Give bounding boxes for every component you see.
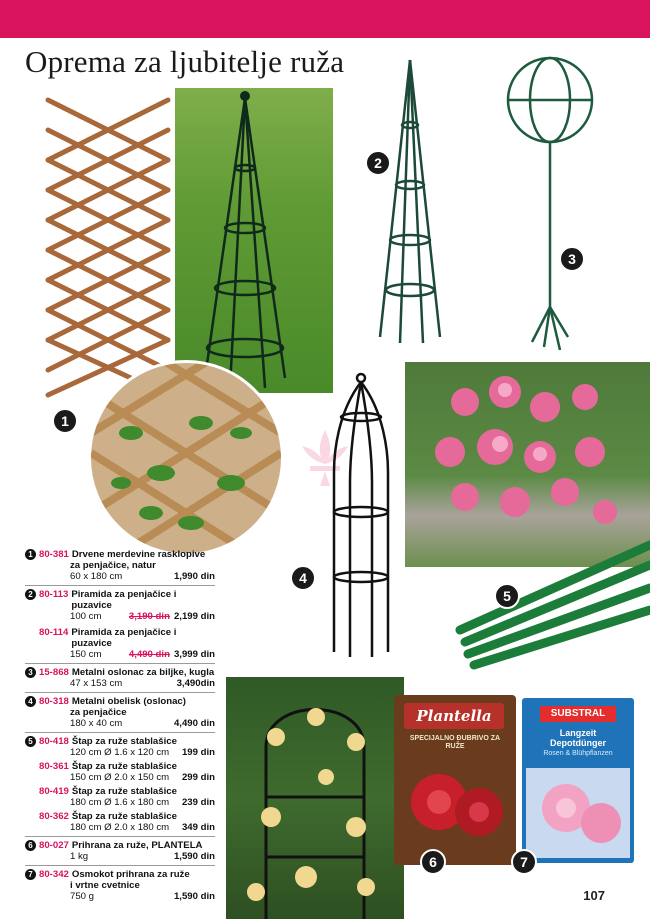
list-item bbox=[25, 786, 215, 808]
item-name: Metalni obelisk (oslonac) bbox=[71, 696, 186, 707]
item-name-continued: i vrtne cvetnice bbox=[70, 880, 140, 891]
item-code: 80-419 bbox=[39, 786, 69, 797]
item-old-price: 3,190 din bbox=[128, 611, 170, 622]
list-item bbox=[25, 736, 215, 758]
badge-7-icon: 7 bbox=[511, 849, 537, 875]
item-name: Piramida za penjačice i puzavice bbox=[71, 627, 177, 649]
trellis-vine-closeup bbox=[88, 360, 284, 556]
product-price-list bbox=[25, 549, 215, 902]
divider bbox=[25, 692, 215, 693]
item-badge: 4 bbox=[25, 696, 36, 707]
item-price: 3,490din bbox=[176, 678, 215, 689]
item-name: Drvene merdevine rasklopive bbox=[71, 549, 206, 560]
item-price: 199 din bbox=[181, 747, 215, 758]
divider bbox=[25, 585, 215, 586]
item-price: 3,999 din bbox=[173, 649, 215, 660]
badge-5-icon: 5 bbox=[494, 583, 520, 609]
item-price: 1,990 din bbox=[173, 571, 215, 582]
list-item bbox=[25, 589, 215, 622]
item-badge: 2 bbox=[25, 589, 36, 600]
item-code: 80-027 bbox=[39, 840, 69, 851]
rose-arch-photo bbox=[226, 677, 404, 919]
substral-sub-label: Rosen & Blühpflanzen bbox=[543, 750, 613, 757]
item-price: 299 din bbox=[181, 772, 215, 783]
item-code: 80-362 bbox=[39, 811, 69, 822]
item-price: 349 din bbox=[181, 822, 215, 833]
item-size: 180 cm Ø 2.0 x 180 cm bbox=[70, 822, 170, 833]
item-size: 180 cm Ø 1.6 x 180 cm bbox=[70, 797, 170, 808]
item-badge: 6 bbox=[25, 840, 36, 851]
item-name: Piramida za penjačice i puzavice bbox=[71, 589, 177, 611]
badge-1-icon: 1 bbox=[52, 408, 78, 434]
list-item bbox=[25, 667, 215, 689]
list-item bbox=[25, 840, 215, 862]
substral-product-label: Langzeit Depotdünger bbox=[550, 728, 606, 748]
wooden-trellis-image bbox=[40, 95, 175, 400]
item-name: Štap za ruže stablašice bbox=[71, 811, 177, 822]
item-price: 1,590 din bbox=[173, 851, 215, 862]
list-item bbox=[25, 811, 215, 833]
globe-support-image bbox=[500, 52, 600, 352]
divider bbox=[25, 663, 215, 664]
item-code: 80-318 bbox=[39, 696, 69, 707]
item-size: 120 cm Ø 1.6 x 120 cm bbox=[70, 747, 170, 758]
item-name: Štap za ruže stablašice bbox=[71, 786, 177, 797]
item-name-continued: za penjačice, natur bbox=[70, 560, 156, 571]
list-item bbox=[25, 549, 215, 582]
substral-brand-label: SUBSTRAL bbox=[540, 706, 616, 722]
item-badge: 1 bbox=[25, 549, 36, 560]
item-name: Štap za ruže stablašice bbox=[71, 761, 177, 772]
item-code: 80-418 bbox=[39, 736, 69, 747]
top-accent-bar bbox=[0, 0, 650, 38]
divider bbox=[25, 865, 215, 866]
item-name: Štap za ruže stablašice bbox=[71, 736, 177, 747]
pyramid-trellis-image bbox=[375, 55, 445, 345]
divider bbox=[25, 732, 215, 733]
item-size: 100 cm bbox=[70, 611, 102, 622]
badge-6-icon: 6 bbox=[420, 849, 446, 875]
item-code: 80-113 bbox=[39, 589, 69, 600]
list-item bbox=[25, 627, 215, 660]
list-item bbox=[25, 761, 215, 783]
obelisk-image bbox=[328, 372, 394, 660]
divider bbox=[25, 836, 215, 837]
item-badge: 3 bbox=[25, 667, 36, 678]
item-price: 1,590 din bbox=[173, 891, 215, 902]
badge-4-icon: 4 bbox=[290, 565, 316, 591]
plantella-product-label: SPECIJALNO ĐUBRIVO ZA RUŽE bbox=[409, 735, 501, 750]
list-item bbox=[25, 869, 215, 902]
item-name: Prihrana za ruže, PLANTELA bbox=[71, 840, 203, 851]
page-number: 107 bbox=[583, 888, 605, 903]
item-name-continued: za penjačice bbox=[70, 707, 127, 718]
item-code: 15-868 bbox=[39, 667, 69, 678]
item-size: 750 g bbox=[70, 891, 95, 902]
item-code: 80-381 bbox=[39, 549, 69, 560]
plantella-fertilizer-package bbox=[394, 695, 516, 865]
item-size: 180 x 40 cm bbox=[70, 718, 123, 729]
item-size: 150 cm Ø 2.0 x 150 cm bbox=[70, 772, 170, 783]
item-code: 80-342 bbox=[39, 869, 69, 880]
item-size: 47 x 153 cm bbox=[70, 678, 123, 689]
item-size: 150 cm bbox=[70, 649, 102, 660]
item-badge: 7 bbox=[25, 869, 36, 880]
item-price: 4,490 din bbox=[173, 718, 215, 729]
item-code: 80-114 bbox=[39, 627, 69, 638]
pyramid-garden-photo bbox=[175, 88, 333, 393]
item-badge: 5 bbox=[25, 736, 36, 747]
page-title: Oprema za ljubitelje ruža bbox=[25, 44, 345, 79]
item-size: 1 kg bbox=[70, 851, 89, 862]
item-old-price: 4,490 din bbox=[128, 649, 170, 660]
list-item bbox=[25, 696, 215, 729]
plantella-brand-label: Plantella bbox=[404, 703, 504, 729]
item-name: Osmokot prihrana za ruže bbox=[71, 869, 190, 880]
green-stakes-image bbox=[450, 530, 650, 680]
item-size: 60 x 180 cm bbox=[70, 571, 123, 582]
substral-fertilizer-package bbox=[522, 698, 634, 863]
item-price: 2,199 din bbox=[173, 611, 215, 622]
item-code: 80-361 bbox=[39, 761, 69, 772]
badge-2-icon: 2 bbox=[365, 150, 391, 176]
item-price: 239 din bbox=[181, 797, 215, 808]
badge-3-icon: 3 bbox=[559, 246, 585, 272]
item-name: Metalni oslonac za biljke, kugla bbox=[71, 667, 215, 678]
